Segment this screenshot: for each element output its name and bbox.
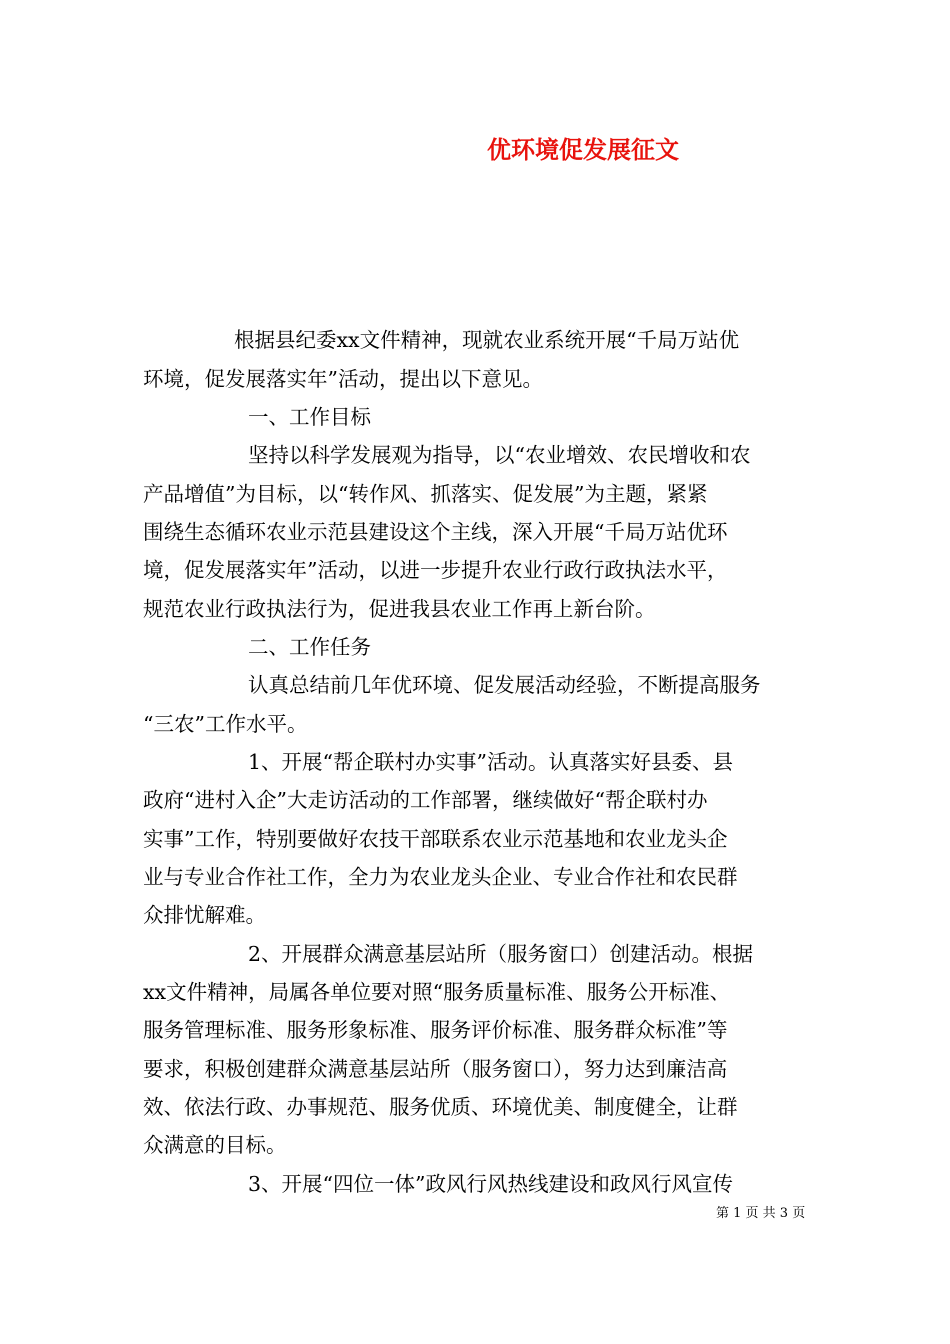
section-heading: 一、工作目标: [248, 405, 371, 429]
body-line: 根据县纪委xx文件精神，现就农业系统开展“千局万站优: [234, 328, 740, 352]
body-line: 业与专业合作社工作，全力为农业龙头企业、专业合作社和农民群: [143, 865, 738, 889]
body-line: 众满意的目标。: [143, 1133, 287, 1157]
page-number: 第 1 页 共 3 页: [716, 1206, 806, 1221]
body-line: “三农”工作水平。: [143, 712, 308, 736]
body-line: 坚持以科学发展观为指导，以“农业增效、农民增收和农: [248, 443, 751, 467]
body-line: 产品增值”为目标，以“转作风、抓落实、促发展”为主题，紧紧: [143, 482, 708, 506]
body-line: 2、开展群众满意基层站所（服务窗口）创建活动。根据: [248, 942, 754, 966]
body-line: 要求，积极创建群众满意基层站所（服务窗口），努力达到廉洁高: [143, 1057, 728, 1081]
body-line: 1、开展“帮企联村办实事”活动。认真落实好县委、县: [248, 750, 734, 774]
body-line: 政府“进村入企”大走访活动的工作部署，继续做好“帮企联村办: [143, 788, 708, 812]
body-line: 3、开展“四位一体”政风行风热线建设和政风行风宣传: [248, 1172, 734, 1196]
body-line: xx文件精神，局属各单位要对照“服务质量标准、服务公开标准、: [143, 980, 731, 1004]
body-line: 众排忧解难。: [143, 903, 266, 927]
page-title: 优环境促发展征文: [487, 135, 679, 164]
body-line: 境，促发展落实年”活动，以进一步提升农业行政行政执法水平，: [143, 558, 728, 582]
body-line: 认真总结前几年优环境、促发展活动经验，不断提高服务: [248, 673, 761, 697]
body-line: 围绕生态循环农业示范县建设这个主线，深入开展“千局万站优环: [143, 520, 728, 544]
body-line: 规范农业行政执法行为，促进我县农业工作再上新台阶。: [143, 597, 656, 621]
body-line: 实事”工作，特别要做好农技干部联系农业示范基地和农业龙头企: [143, 827, 728, 851]
section-heading: 二、工作任务: [248, 635, 371, 659]
body-line: 服务管理标准、服务形象标准、服务评价标准、服务群众标准”等: [143, 1018, 728, 1042]
body-line: 环境，促发展落实年”活动，提出以下意见。: [143, 367, 543, 391]
body-line: 效、依法行政、办事规范、服务优质、环境优美、制度健全，让群: [143, 1095, 738, 1119]
